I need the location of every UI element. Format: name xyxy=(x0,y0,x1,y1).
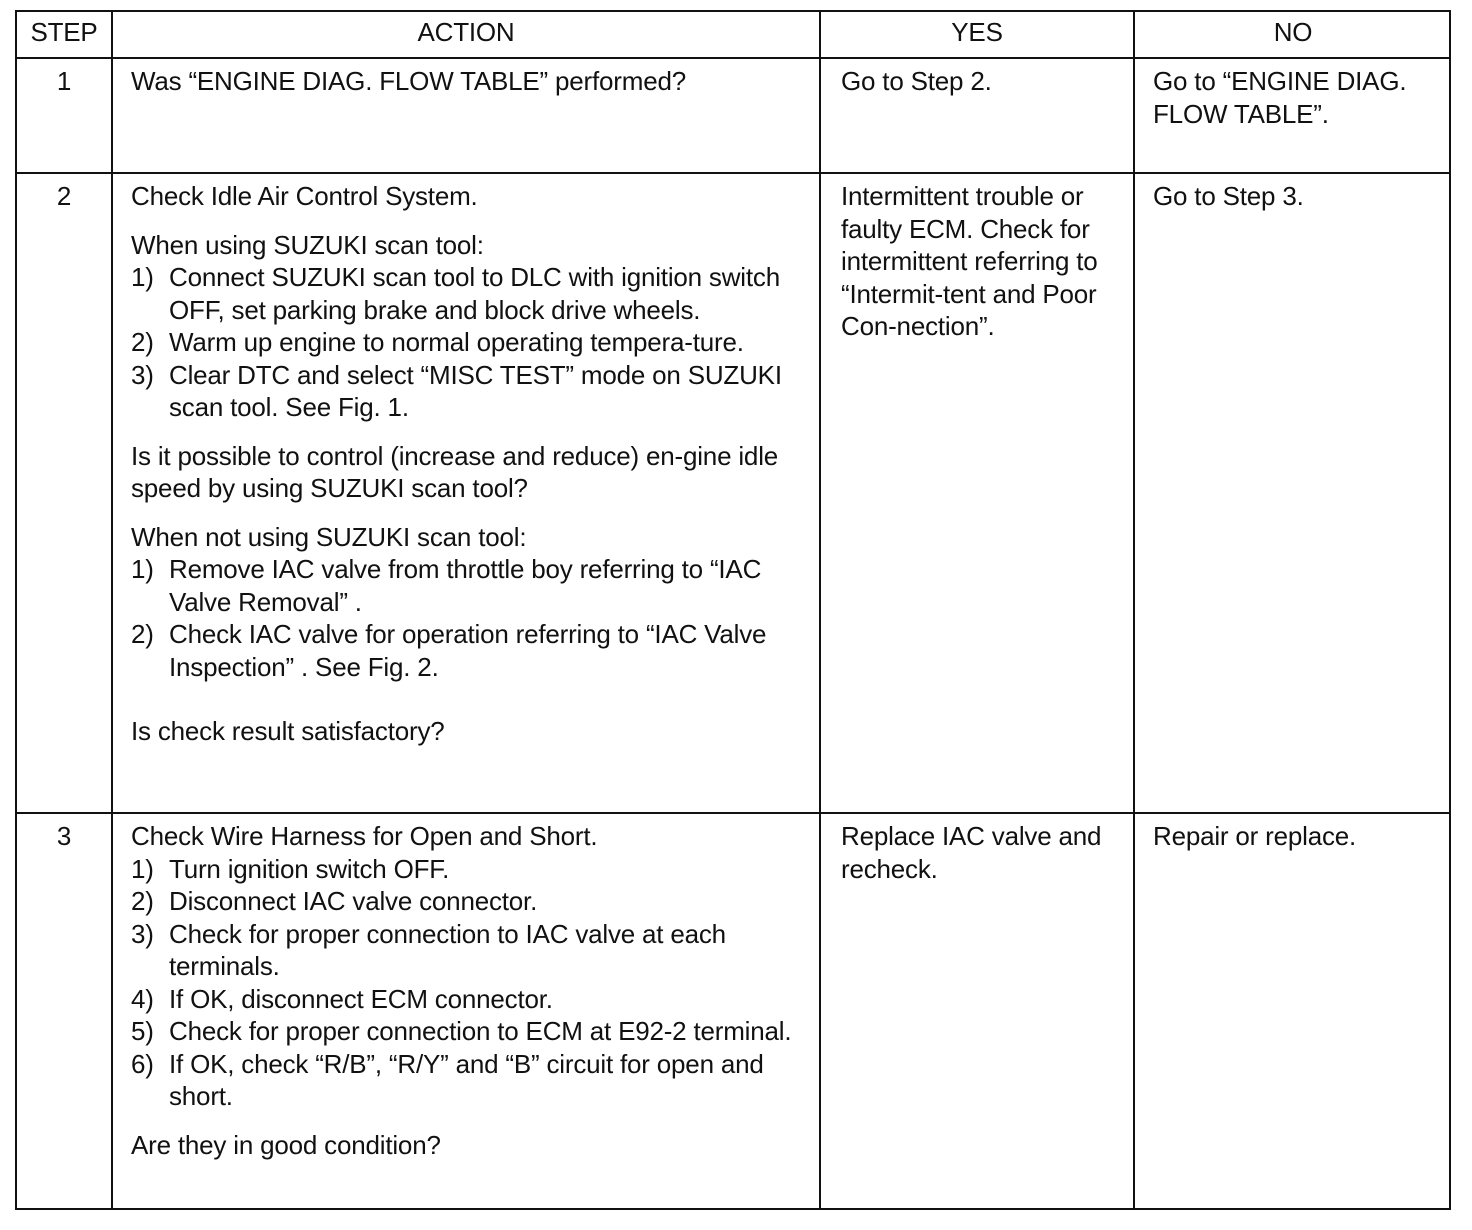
no-text: Go to “ENGINE DIAG. FLOW TABLE”. xyxy=(1153,66,1407,129)
header-step: STEP xyxy=(30,17,98,47)
list-item: 6) If OK, check “R/B”, “R/Y” and “B” circuit for open and short. xyxy=(131,1048,764,1111)
step-number: 2 xyxy=(56,181,72,211)
yes-cell xyxy=(821,814,1133,1208)
action-question: Is check result satisfactory? xyxy=(131,716,445,746)
list-item: 1) Turn ignition switch OFF. xyxy=(131,853,450,884)
action-question: Are they in good condition? xyxy=(131,1129,441,1160)
no-cell xyxy=(1135,814,1451,1208)
action-title: Check Wire Harness for Open and Short. xyxy=(131,821,598,851)
list-item: 2) Warm up engine to normal operating tempera-ture. xyxy=(131,327,744,357)
step-number: 1 xyxy=(56,66,72,96)
no-text: Go to Step 3. xyxy=(1153,181,1304,211)
scan-heading: When using SUZUKI scan tool: xyxy=(131,229,484,260)
yes-cell xyxy=(821,59,1133,172)
action-text: Was “ENGINE DIAG. FLOW TABLE” performed? xyxy=(131,66,686,96)
yes-text: Replace IAC valve and recheck. xyxy=(841,821,1102,884)
table-row xyxy=(17,172,1449,812)
steps-list xyxy=(131,853,813,1113)
noscan-heading: When not using SUZUKI scan tool: xyxy=(131,521,527,552)
header-action: ACTION xyxy=(417,17,515,47)
action-cell xyxy=(113,814,819,1208)
table-header-row xyxy=(17,12,1449,57)
list-item: 3) Clear DTC and select “MISC TEST” mode on SUZUKI scan tool. See Fig. 1. xyxy=(131,359,782,422)
noscan-steps-list xyxy=(131,553,813,683)
yes-text: Go to Step 2. xyxy=(841,66,992,96)
action-cell xyxy=(113,59,819,172)
list-item: 1) Remove IAC valve from throttle boy referring to “IAC Valve Removal” . xyxy=(131,554,762,617)
yes-cell xyxy=(821,174,1133,812)
diagnostic-table xyxy=(15,10,1451,1210)
list-item: 2) Disconnect IAC valve connector. xyxy=(131,886,538,916)
table-row xyxy=(17,57,1449,172)
step-number: 3 xyxy=(56,821,72,851)
action-title: Check Idle Air Control System. xyxy=(131,181,478,211)
no-text: Repair or replace. xyxy=(1153,821,1357,851)
list-item: 5) Check for proper connection to ECM at E92-2 terminal. xyxy=(131,1016,792,1046)
header-no: NO xyxy=(1273,17,1313,47)
table-row xyxy=(17,812,1449,1208)
list-item: 2) Check IAC valve for operation referring to “IAC Valve Inspection” . See Fig. 2. xyxy=(131,619,767,682)
no-cell xyxy=(1135,59,1451,172)
list-item: 3) Check for proper connection to IAC valve at each terminals. xyxy=(131,918,726,981)
scan-question: Is it possible to control (increase and reduce) en-gine idle speed by using SUZUKI scan tool? xyxy=(131,440,779,503)
no-cell xyxy=(1135,174,1451,812)
action-cell xyxy=(113,174,819,812)
scan-steps-list xyxy=(131,261,813,424)
list-item: 1) Connect SUZUKI scan tool to DLC with ignition switch OFF, set parking brake and block drive wheels. xyxy=(131,262,780,325)
header-yes: YES xyxy=(951,17,1003,47)
yes-text: Intermittent trouble or faulty ECM. Check for intermittent referring to “Intermit-tent and Poor Con-nection”. xyxy=(841,181,1098,341)
list-item: 4) If OK, disconnect ECM connector. xyxy=(131,983,553,1014)
